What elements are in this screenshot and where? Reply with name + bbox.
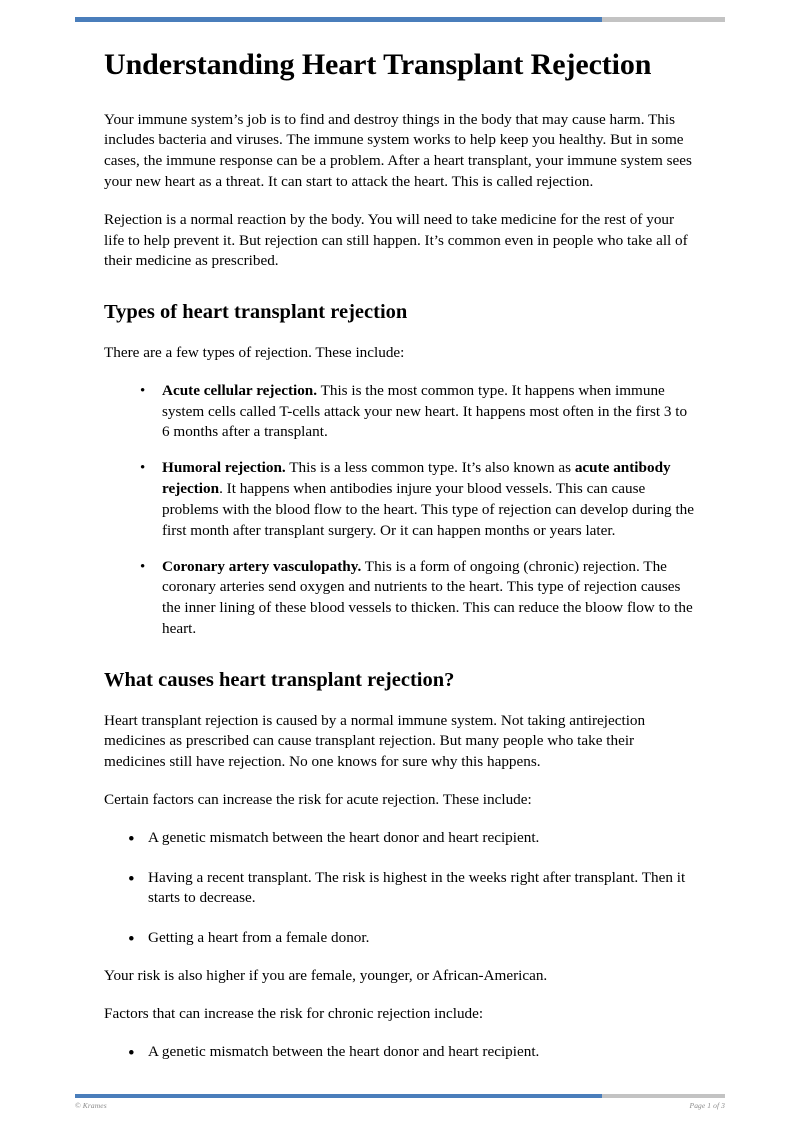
list-item-text: A genetic mismatch between the heart donor and heart recipient. [148, 828, 540, 846]
section-heading-causes: What causes heart transplant rejection? [104, 668, 455, 691]
intro-paragraph-2: Rejection is a normal reaction by the body. You will need to take medicine for the rest of your life to help prevent it. But rejection can still happen. It’s common even in people who take all of their medicine as prescribed. [104, 210, 688, 270]
types-lead-in-text: There are a few types of rejection. These include: [104, 343, 405, 361]
list-item-mid-bold: acute antibody rejection [162, 459, 671, 498]
list-item-lead-bold: Acute cellular rejection. [162, 381, 318, 399]
list-item [104, 1042, 698, 1063]
header-rule-blue-segment [75, 17, 602, 22]
header-rule [75, 17, 725, 22]
list-item-lead-bold: Humoral rejection. [162, 459, 286, 477]
page-title: Understanding Heart Transplant Rejection [104, 48, 652, 81]
bullet-icon: • [128, 828, 135, 850]
causes-paragraph-1: Heart transplant rejection is caused by a normal immune system. Not taking antirejection medicines as prescribed can cause transplant rejection. But many people who take their medicines still have rejection. No one knows for sure why this happens. [104, 711, 646, 771]
causes-paragraph-2: Certain factors can increase the risk for acute rejection. These include: [104, 791, 532, 808]
copyright-notice: © Krames [75, 1101, 107, 1110]
footer-rule [75, 1094, 725, 1098]
intro-paragraph-1: Your immune system’s job is to find and destroy things in the body that may cause harm. This includes bacteria and viruses. The immune system works to help keep you healthy. But in some cases, the immune response can be a problem. After a heart transplant, your immune system sees your new heart as a threat. It can start to attack the heart. This is called rejection. [104, 110, 692, 190]
header-rule-gray-segment [602, 17, 726, 22]
list-item-text: Having a recent transplant. The risk is highest in the weeks right after transplant. Then it starts to decrease. [148, 868, 686, 907]
list-item [104, 458, 698, 541]
list-item-lead-bold: Coronary artery vasculopathy. [162, 557, 362, 575]
causes-paragraph-4: Factors that can increase the risk for chronic rejection include: [104, 1004, 484, 1022]
bullet-icon: • [128, 868, 135, 890]
bullet-icon: • [128, 1042, 135, 1064]
page-footer [75, 1101, 725, 1110]
list-item-text-continued: . It happens when antibodies injure your blood vessels. This can cause problems with the blood flow to the heart. This type of rejection can develop during the first month after transplant surgery. Or it can happen months or years later. [162, 480, 694, 539]
list-item-text: This is a form of ongoing (chronic) rejection. The coronary arteries send oxygen and nutrients to the heart. This type of rejection causes the inner lining of these blood vessels to thicken. This can reduce the bloow flow to the heart. [162, 557, 693, 638]
list-item [104, 868, 698, 910]
list-item [104, 381, 698, 443]
list-item-text: A genetic mismatch between the heart donor and heart recipient. [148, 1042, 540, 1060]
bullet-icon: • [128, 929, 135, 951]
chronic-risk-factors-list [104, 1042, 698, 1063]
section-heading-types: Types of heart transplant rejection [104, 301, 408, 324]
footer-rule-blue-segment [75, 1094, 602, 1098]
rejection-types-list [104, 381, 698, 640]
acute-risk-factors-list [104, 828, 698, 949]
document-content [104, 46, 698, 1080]
bullet-icon: • [140, 460, 146, 477]
page-number: Page 1 of 3 [689, 1101, 725, 1110]
bullet-icon: • [140, 382, 146, 399]
list-item-text: Getting a heart from a female donor. [148, 929, 370, 947]
list-item [104, 928, 698, 949]
list-item [104, 557, 698, 640]
list-item-text: This is a less common type. It’s also known as [285, 459, 575, 477]
list-item [104, 828, 698, 849]
list-item-text: This is the most common type. It happens when immune system cells called T-cells attack your new heart. It happens most often in the first 3 to 6 months after a transplant. [162, 381, 688, 441]
footer-rule-gray-segment [602, 1094, 726, 1098]
causes-paragraph-3: Your risk is also higher if you are female, younger, or African-American. [104, 967, 548, 985]
bullet-icon: • [140, 558, 146, 575]
